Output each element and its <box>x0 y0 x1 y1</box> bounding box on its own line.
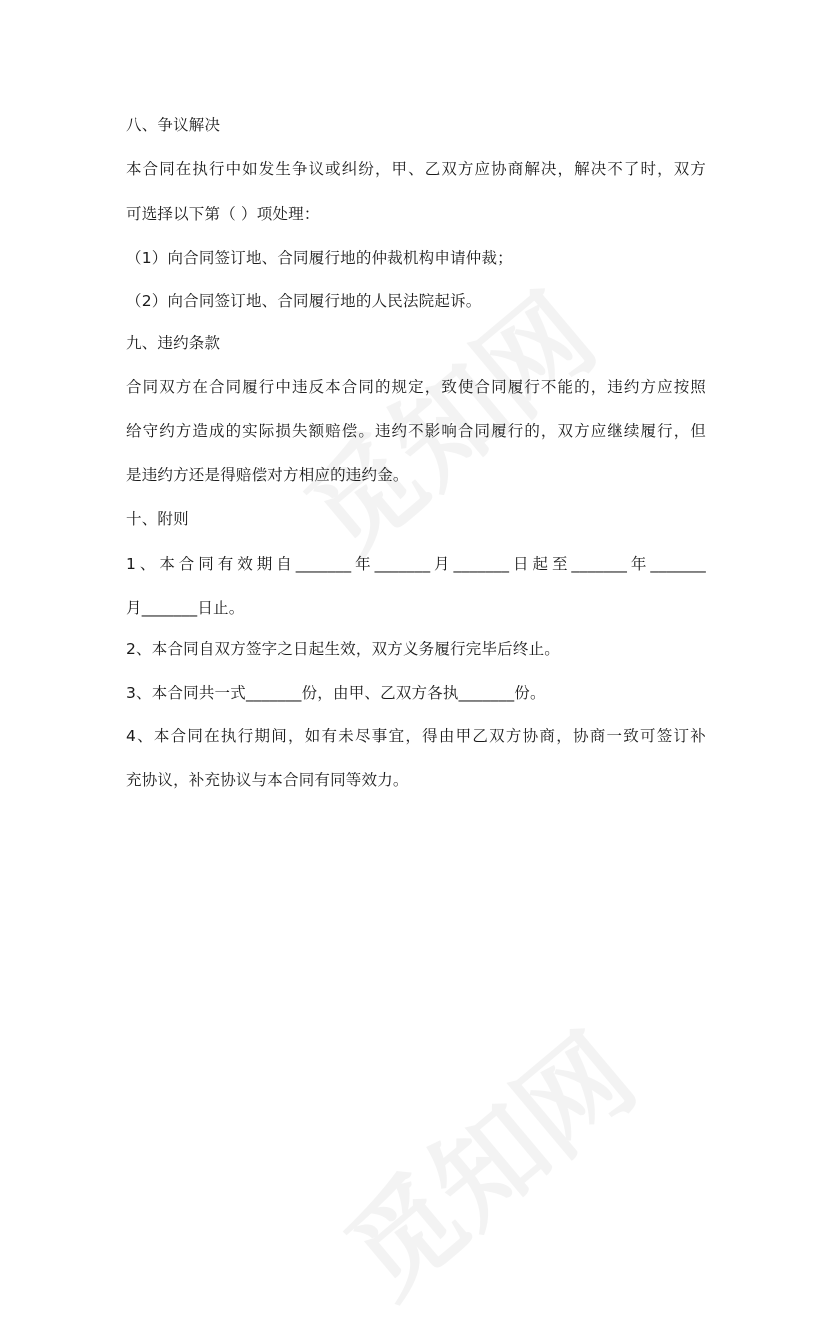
supplementary-item-validity: 月_______日止。 <box>126 599 245 617</box>
dispute-paragraph-line: 本合同在执行中如发生争议或纠纷，甲、乙双方应协商解决，解决不了时，双方 <box>126 160 706 178</box>
dispute-paragraph-line: 可选择以下第（ ）项处理： <box>126 205 320 223</box>
watermark-logo <box>308 992 662 1325</box>
supplementary-item-amendment: 4、本合同在执行期间，如有未尽事宜，得由甲乙双方协商，协商一致可签订补 <box>126 727 706 745</box>
dispute-option-lawsuit: （2）向合同签订地、合同履行地的人民法院起诉。 <box>126 292 482 310</box>
section-heading-breach: 九、违约条款 <box>126 334 221 352</box>
supplementary-item-amendment: 充协议，补充协议与本合同有同等效力。 <box>126 771 409 789</box>
supplementary-item-validity: 1、本合同有效期自_______年_______月_______日起至_______年_______ <box>126 555 706 573</box>
dispute-option-arbitration: （1）向合同签订地、合同履行地的仲裁机构申请仲裁； <box>126 249 513 267</box>
breach-paragraph-line: 给守约方造成的实际损失额赔偿。违约不影响合同履行的，双方应继续履行，但 <box>126 422 706 440</box>
supplementary-item-copies: 3、本合同共一式_______份，由甲、乙双方各执_______份。 <box>126 684 546 702</box>
breach-paragraph-line: 是违约方还是得赔偿对方相应的违约金。 <box>126 466 409 484</box>
supplementary-item-effective: 2、本合同自双方签字之日起生效，双方义务履行完毕后终止。 <box>126 640 560 658</box>
section-heading-dispute: 八、争议解决 <box>126 116 221 134</box>
section-heading-supplementary: 十、附则 <box>126 510 189 528</box>
breach-paragraph-line: 合同双方在合同履行中违反本合同的规定，致使合同履行不能的，违约方应按照 <box>126 378 706 396</box>
